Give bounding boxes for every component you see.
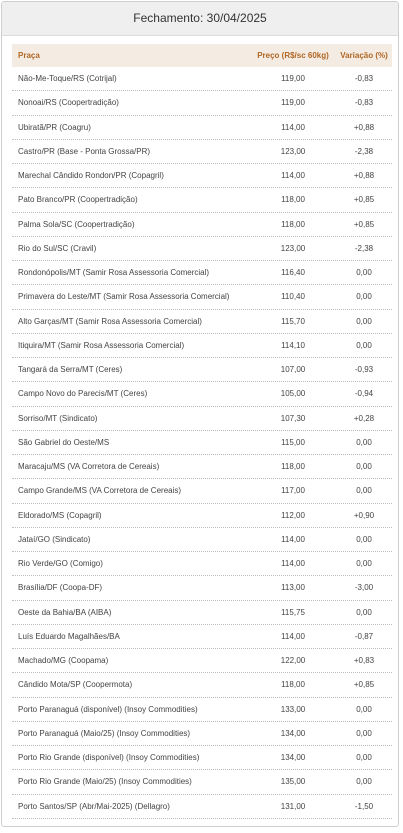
praca-cell: Não-Me-Toque/RS (Cotrijal) xyxy=(18,74,117,83)
preco-cell: 119,00 xyxy=(281,98,305,108)
praca-cell: Jataí/GO (Sindicato) xyxy=(18,534,91,544)
variacao-cell: -0,87 xyxy=(354,631,374,641)
table-row xyxy=(12,407,392,431)
table-row xyxy=(12,164,392,188)
variacao-cell: +0,85 xyxy=(353,219,375,229)
variacao-cell: 0,00 xyxy=(356,753,372,762)
praca-cell: Porto Paranaguá (disponível) (Insoy Commodities) xyxy=(18,704,198,714)
preco-cell: 107,30 xyxy=(280,413,306,423)
variacao-cell: +0,90 xyxy=(353,510,375,520)
praca-cell: Palma Sola/SC (Coopertradição) xyxy=(18,219,135,229)
table-row xyxy=(12,310,392,334)
table-row xyxy=(12,431,392,455)
variacao-cell: 0,00 xyxy=(356,340,372,350)
preco-cell: 105,00 xyxy=(280,389,306,399)
praca-cell: Porto Paranaguá (Maio/25) (Insoy Commodities) xyxy=(18,728,191,738)
praca-cell: Campo Novo do Parecis/MT (Ceres) xyxy=(18,389,148,399)
praca-cell: Rio Verde/GO (Comigo) xyxy=(18,559,103,568)
table-row xyxy=(12,746,392,770)
table-row xyxy=(12,358,392,382)
table-row xyxy=(12,601,392,625)
preco-cell: 134,00 xyxy=(280,753,306,762)
variacao-cell: 0,00 xyxy=(356,486,372,496)
table-row xyxy=(12,67,392,91)
praca-cell: Pato Branco/PR (Coopertradição) xyxy=(18,195,138,205)
preco-cell: 123,00 xyxy=(280,243,306,253)
table-row xyxy=(12,285,392,309)
variacao-cell: 0,00 xyxy=(356,777,372,787)
preco-cell: 114,10 xyxy=(281,340,305,350)
variacao-cell: 0,00 xyxy=(356,292,372,302)
table-row xyxy=(12,528,392,552)
preco-cell: 112,00 xyxy=(281,510,305,520)
preco-cell: 118,00 xyxy=(281,219,305,229)
praca-cell: Campo Grande/MS (VA Corretora de Cereais) xyxy=(18,486,182,496)
variacao-cell: 0,00 xyxy=(356,728,372,738)
preco-cell: 118,00 xyxy=(281,680,305,690)
praca-cell: Brasília/DF (Coopa-DF) xyxy=(18,583,103,593)
preco-cell: 115,75 xyxy=(281,607,305,617)
preco-cell: 115,00 xyxy=(281,437,305,447)
preco-cell: 114,00 xyxy=(281,122,305,132)
preco-cell: 134,00 xyxy=(280,728,306,738)
praca-cell: Porto Rio Grande (Maio/25) (Insoy Commodities) xyxy=(18,777,192,787)
table-row xyxy=(12,213,392,237)
table-row xyxy=(12,770,392,794)
variacao-cell: 0,00 xyxy=(356,268,372,277)
column-header-variacao: Variação (%) xyxy=(340,51,388,60)
table-row xyxy=(12,576,392,600)
table-row xyxy=(12,334,392,358)
variacao-cell: +0,88 xyxy=(353,171,375,180)
variacao-cell: +0,83 xyxy=(353,656,375,665)
praca-cell: Primavera do Leste/MT (Samir Rosa Assessoria Comercial) xyxy=(18,292,230,302)
variacao-cell: +0,28 xyxy=(353,413,375,423)
table-row xyxy=(12,795,392,819)
table-row xyxy=(12,188,392,212)
table-header xyxy=(12,44,392,67)
column-header-preco: Preço (R$/sc 60kg) xyxy=(257,51,329,60)
preco-cell: 122,00 xyxy=(280,656,306,665)
variacao-cell: +0,88 xyxy=(353,122,375,132)
preco-cell: 114,00 xyxy=(281,534,305,544)
table-row xyxy=(12,237,392,261)
praca-cell: Castro/PR (Base - Ponta Grossa/PR) xyxy=(18,146,151,156)
variacao-cell: -0,94 xyxy=(354,389,374,399)
praca-cell: São Gabriel do Oeste/MS xyxy=(18,437,110,447)
preco-cell: 117,00 xyxy=(281,486,305,496)
praca-cell: Oeste da Bahia/BA (AIBA) xyxy=(18,607,112,617)
praca-cell: Porto Rio Grande (disponível) (Insoy Commodities) xyxy=(18,753,200,762)
table-row xyxy=(12,722,392,746)
praca-cell: Ubiratã/PR (Coagru) xyxy=(18,122,91,132)
praca-cell: Rondonópolis/MT (Samir Rosa Assessoria Comercial) xyxy=(18,268,210,277)
table-row xyxy=(12,552,392,576)
praca-cell: Nonoai/RS (Coopertradição) xyxy=(18,98,119,108)
preco-cell: 133,00 xyxy=(280,704,306,714)
table-row xyxy=(12,479,392,503)
preco-cell: 118,00 xyxy=(281,462,305,471)
preco-cell: 119,00 xyxy=(281,74,305,83)
praca-cell: Sorriso/MT (Sindicato) xyxy=(18,413,98,423)
preco-cell: 123,00 xyxy=(280,146,306,156)
preco-cell: 118,00 xyxy=(281,195,305,205)
variacao-cell: 0,00 xyxy=(356,534,372,544)
praca-cell: Luís Eduardo Magalhães/BA xyxy=(18,631,120,641)
table-row xyxy=(12,455,392,479)
praca-cell: Tangará da Serra/MT (Ceres) xyxy=(18,365,123,374)
variacao-cell: -2,38 xyxy=(354,146,374,156)
table-row xyxy=(12,91,392,115)
praca-cell: Itiquira/MT (Samir Rosa Assessoria Comercial) xyxy=(18,340,185,350)
variacao-cell: 0,00 xyxy=(356,607,372,617)
variacao-cell: -0,83 xyxy=(354,98,374,108)
preco-cell: 114,00 xyxy=(281,559,305,568)
variacao-cell: 0,00 xyxy=(356,462,372,471)
table-row xyxy=(12,504,392,528)
quotes-table xyxy=(12,44,392,819)
variacao-cell: 0,00 xyxy=(356,704,372,714)
table-row xyxy=(12,382,392,406)
variacao-cell: -2,38 xyxy=(354,243,374,253)
table-body xyxy=(12,67,392,819)
preco-cell: 107,00 xyxy=(280,365,306,374)
praca-cell: Alto Garças/MT (Samir Rosa Assessoria Comercial) xyxy=(18,316,202,326)
praca-cell: Marechal Cândido Rondon/PR (Copagril) xyxy=(18,171,164,180)
variacao-cell: 0,00 xyxy=(356,316,372,326)
table-row xyxy=(12,698,392,722)
praca-cell: Cândido Mota/SP (Coopermota) xyxy=(18,680,133,690)
table-row xyxy=(12,649,392,673)
variacao-cell: +0,85 xyxy=(353,195,375,205)
variacao-cell: -0,93 xyxy=(354,365,374,374)
praca-cell: Eldorado/MS (Copagril) xyxy=(18,510,102,520)
praca-cell: Rio do Sul/SC (Cravil) xyxy=(18,243,97,253)
variacao-cell: 0,00 xyxy=(356,559,372,568)
table-row xyxy=(12,261,392,285)
closing-date-header: Fechamento: 30/04/2025 xyxy=(2,2,398,36)
preco-cell: 110,40 xyxy=(281,292,305,302)
preco-cell: 116,40 xyxy=(281,268,305,277)
variacao-cell: +0,85 xyxy=(353,680,375,690)
preco-cell: 114,00 xyxy=(281,631,305,641)
table-row xyxy=(12,673,392,697)
praca-cell: Machado/MG (Coopama) xyxy=(18,656,109,665)
table-row xyxy=(12,140,392,164)
preco-cell: 115,70 xyxy=(281,316,305,326)
table-row xyxy=(12,625,392,649)
preco-cell: 113,00 xyxy=(281,583,305,593)
preco-cell: 114,00 xyxy=(281,171,305,180)
preco-cell: 131,00 xyxy=(280,801,306,811)
praca-cell: Maracaju/MS (VA Corretora de Cereais) xyxy=(18,462,160,471)
table-row xyxy=(12,116,392,140)
variacao-cell: 0,00 xyxy=(356,437,372,447)
variacao-cell: -3,00 xyxy=(354,583,374,593)
preco-cell: 135,00 xyxy=(280,777,306,787)
praca-cell: Porto Santos/SP (Abr/Mai-2025) (Dellagro) xyxy=(18,801,170,811)
variacao-cell: -0,83 xyxy=(354,74,374,83)
column-header-praca: Praça xyxy=(18,51,40,60)
quotes-widget xyxy=(1,1,399,827)
variacao-cell: -1,50 xyxy=(354,801,374,811)
